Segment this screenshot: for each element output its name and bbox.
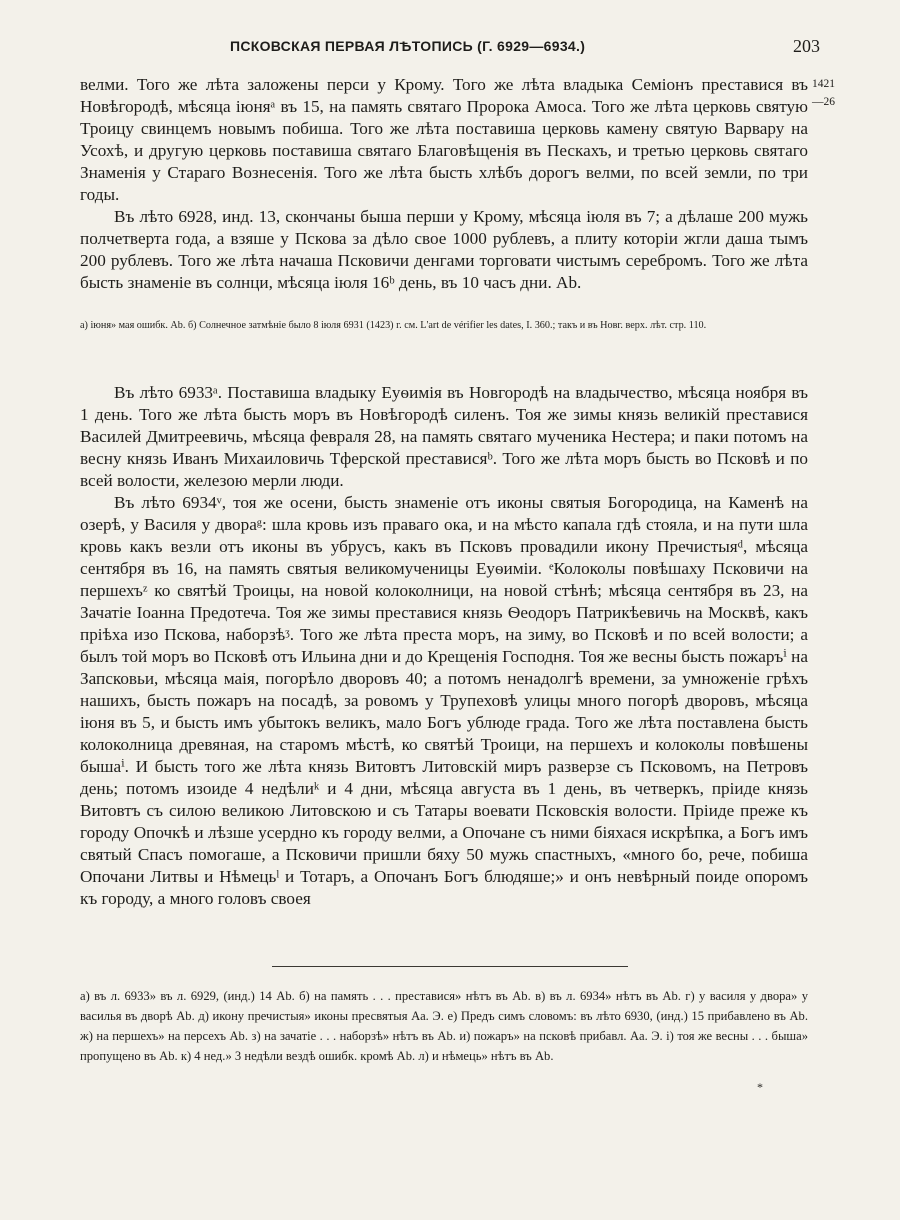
running-header — [80, 36, 820, 60]
footnote-text: a) въ л. 6933» въ л. 6929, (инд.) 14 Аb. б) на память . . . преставися» нѣтъ въ Аb. в) въ л. 6934» нѣтъ въ Аb. г) у василя у двора» у василья въ дворѣ Аb. д) икону пречистыя» иконы пресвятыя Аа. Э. е) Предъ симъ словомъ: въ лѣто 6930, (инд.) 15 прибавлено въ Аb. ж) на першехъ» на персехъ Аb. з) на зачатіе . . . наборзѣ» нѣтъ въ Аb. и) пожаръ» на псковѣ прибавл. Аа. Э. і) тоя же весны . . . быша» пропущено въ Аb. к) 4 нед.» 3 недѣли вездѣ ошибк. кромѣ Аb. л) и нѣмець» нѣтъ въ Аb. — [80, 989, 808, 1063]
page-number: 203 — [793, 36, 820, 56]
margin-year-note: 1421 — [812, 78, 835, 90]
footnotes-section-2 — [80, 986, 808, 1066]
chronicle-section-1 — [80, 74, 808, 294]
paragraph: Въ лѣто 6934ᵛ, тоя же осени, бысть знаменіе отъ иконы святыя Богородица, на Каменѣ на озерѣ, у Василя у двораᵍ: шла кровь изъ праваго ока, и на мѣсто капала гдѣ стояла, и на пути шла кровь какъ везли отъ иконы въ убрусъ, какъ въ Псковъ провадили икону Пречистыяᵈ, мѣсяца сентября въ 16, на память святыя великомученицы Еуѳиміи. ᵉКолоколы повѣшаху Псковичи на першехъᶻ ко святѣй Троицы, на новой колоколници, на новой стѣнѣ; мѣсяца сентября въ 23, на Зачатіе Іоанна Предотеча. Тоя же зимы преставися князь Ѳеодоръ Патрикѣевичь на Москвѣ, какъ пріѣха изо Пскова, наборзѣᶾ. Того же лѣта преста моръ, на зиму, во Псковѣ и по всей волости; а былъ той моръ во Псковѣ отъ Ильина дни и до Крещенія Господня. Тоя же весны бысть пожаръⁱ на Запсковьи, мѣсяца маія, погорѣло дворовъ 40; а потомъ ненадолгѣ времени, за умноженіе грѣхъ нашихъ, бысть пожаръ на посадѣ, за ровомъ у Трупеховѣ улицы много погорѣ дворовъ, мѣсяца іюня въ 5, и бысть имъ убытокъ великъ, мало Богъ ублюде града. Того же лѣта поставлена бысть колоколница древяная, на старомъ мѣстѣ, ко святѣй Троици, на першехъ и колоколы повѣшены бышаⁱ. И бысть того же лѣта князь Витовтъ Литовскій миръ разверзе съ Псковомъ, на Петровъ день; потомъ изоиде 4 недѣлиᵏ и 4 дни, мѣсяца августа въ 1 день, въ четверкъ, пріиде князь Витовтъ съ силою великою Литовскою и съ Татары воевати Псковскія волости. Пріиде преже къ городу Опочкѣ и лѣзше усердно къ городу велми, а Опочане съ ними біяхася искрѣпка, а Богъ имъ святый Спасъ помогаше, а Псковичи пришли бяху 50 мужь спастныхъ, «много бо, рече, побиша Опочани Литвы и Нѣмецьˡ и Тотаръ, а Опочанъ Богъ блюдяше;» и онъ невѣрный поиде опоромъ къ городу, а много головъ своея — [80, 493, 808, 908]
margin-number-note: —26 — [812, 96, 835, 108]
footnotes-section-1 — [80, 318, 808, 333]
paragraph: Въ лѣто 6928, инд. 13, скончаны быша перши у Крому, мѣсяца іюля въ 7; а дѣлаше 200 мужь полчетверта года, а взяше у Пскова за дѣло свое 1000 рублевъ, а плиту которіи жгли даша тымъ 200 рублевъ. Того же лѣта начаша Псковичи денгами торговати чистымъ серебромъ. Того же лѣта бысть знаменіе въ солнци, мѣсяца іюля 16ᵇ день, въ 10 часъ дни. Аb. — [80, 207, 808, 292]
footnote-text: а) іюня» мая ошибк. Аb. б) Солнечное затмѣніе было 8 іюля 6931 (1423) г. см. L'art de vérifier les dates, I. 360.; такъ и въ Новг. верх. лѣт. стр. 110. — [80, 320, 707, 331]
footnote-divider — [272, 966, 628, 967]
running-title: ПСКОВСКАЯ ПЕРВАЯ ЛѢТОПИСЬ (Г. 6929—6934.) — [230, 38, 586, 54]
stray-mark: * — [757, 1080, 763, 1094]
chronicle-section-2 — [80, 382, 808, 910]
paragraph: велми. Того же лѣта заложены перси у Крому. Того же лѣта владыка Семіонъ преставися въ Новѣгородѣ, мѣсяца іюняᵃ въ 15, на память святаго Пророка Амоса. Того же лѣта церковь святую Троицу свинцемъ новымъ побиша. Того же лѣта поставиша церковь камену святую Варвару на Усохѣ, и другую церковь поставиша святаго Благовѣщенія въ Пескахъ, и третью церковь святаго Знаменія у Стараго Вознесенія. Того же лѣта бысть хлѣбъ дорогъ велми, по всей земли, по три годы. — [80, 75, 808, 204]
paragraph: Въ лѣто 6933ᵃ. Поставиша владыку Еуѳимія въ Новгородѣ на владычество, мѣсяца ноября въ 1 день. Того же лѣта бысть моръ въ Новѣгородѣ силенъ. Тоя же зимы князь великій преставися Василей Дмитреевичь, мѣсяца февраля 28, на память святаго мученика Нестера; и паки потомъ на весну князь Иванъ Михаиловичь Тферской престависяᵇ. Того же лѣта моръ бысть во Псковѣ и по всей волости, железою мерли люди. — [80, 383, 808, 490]
